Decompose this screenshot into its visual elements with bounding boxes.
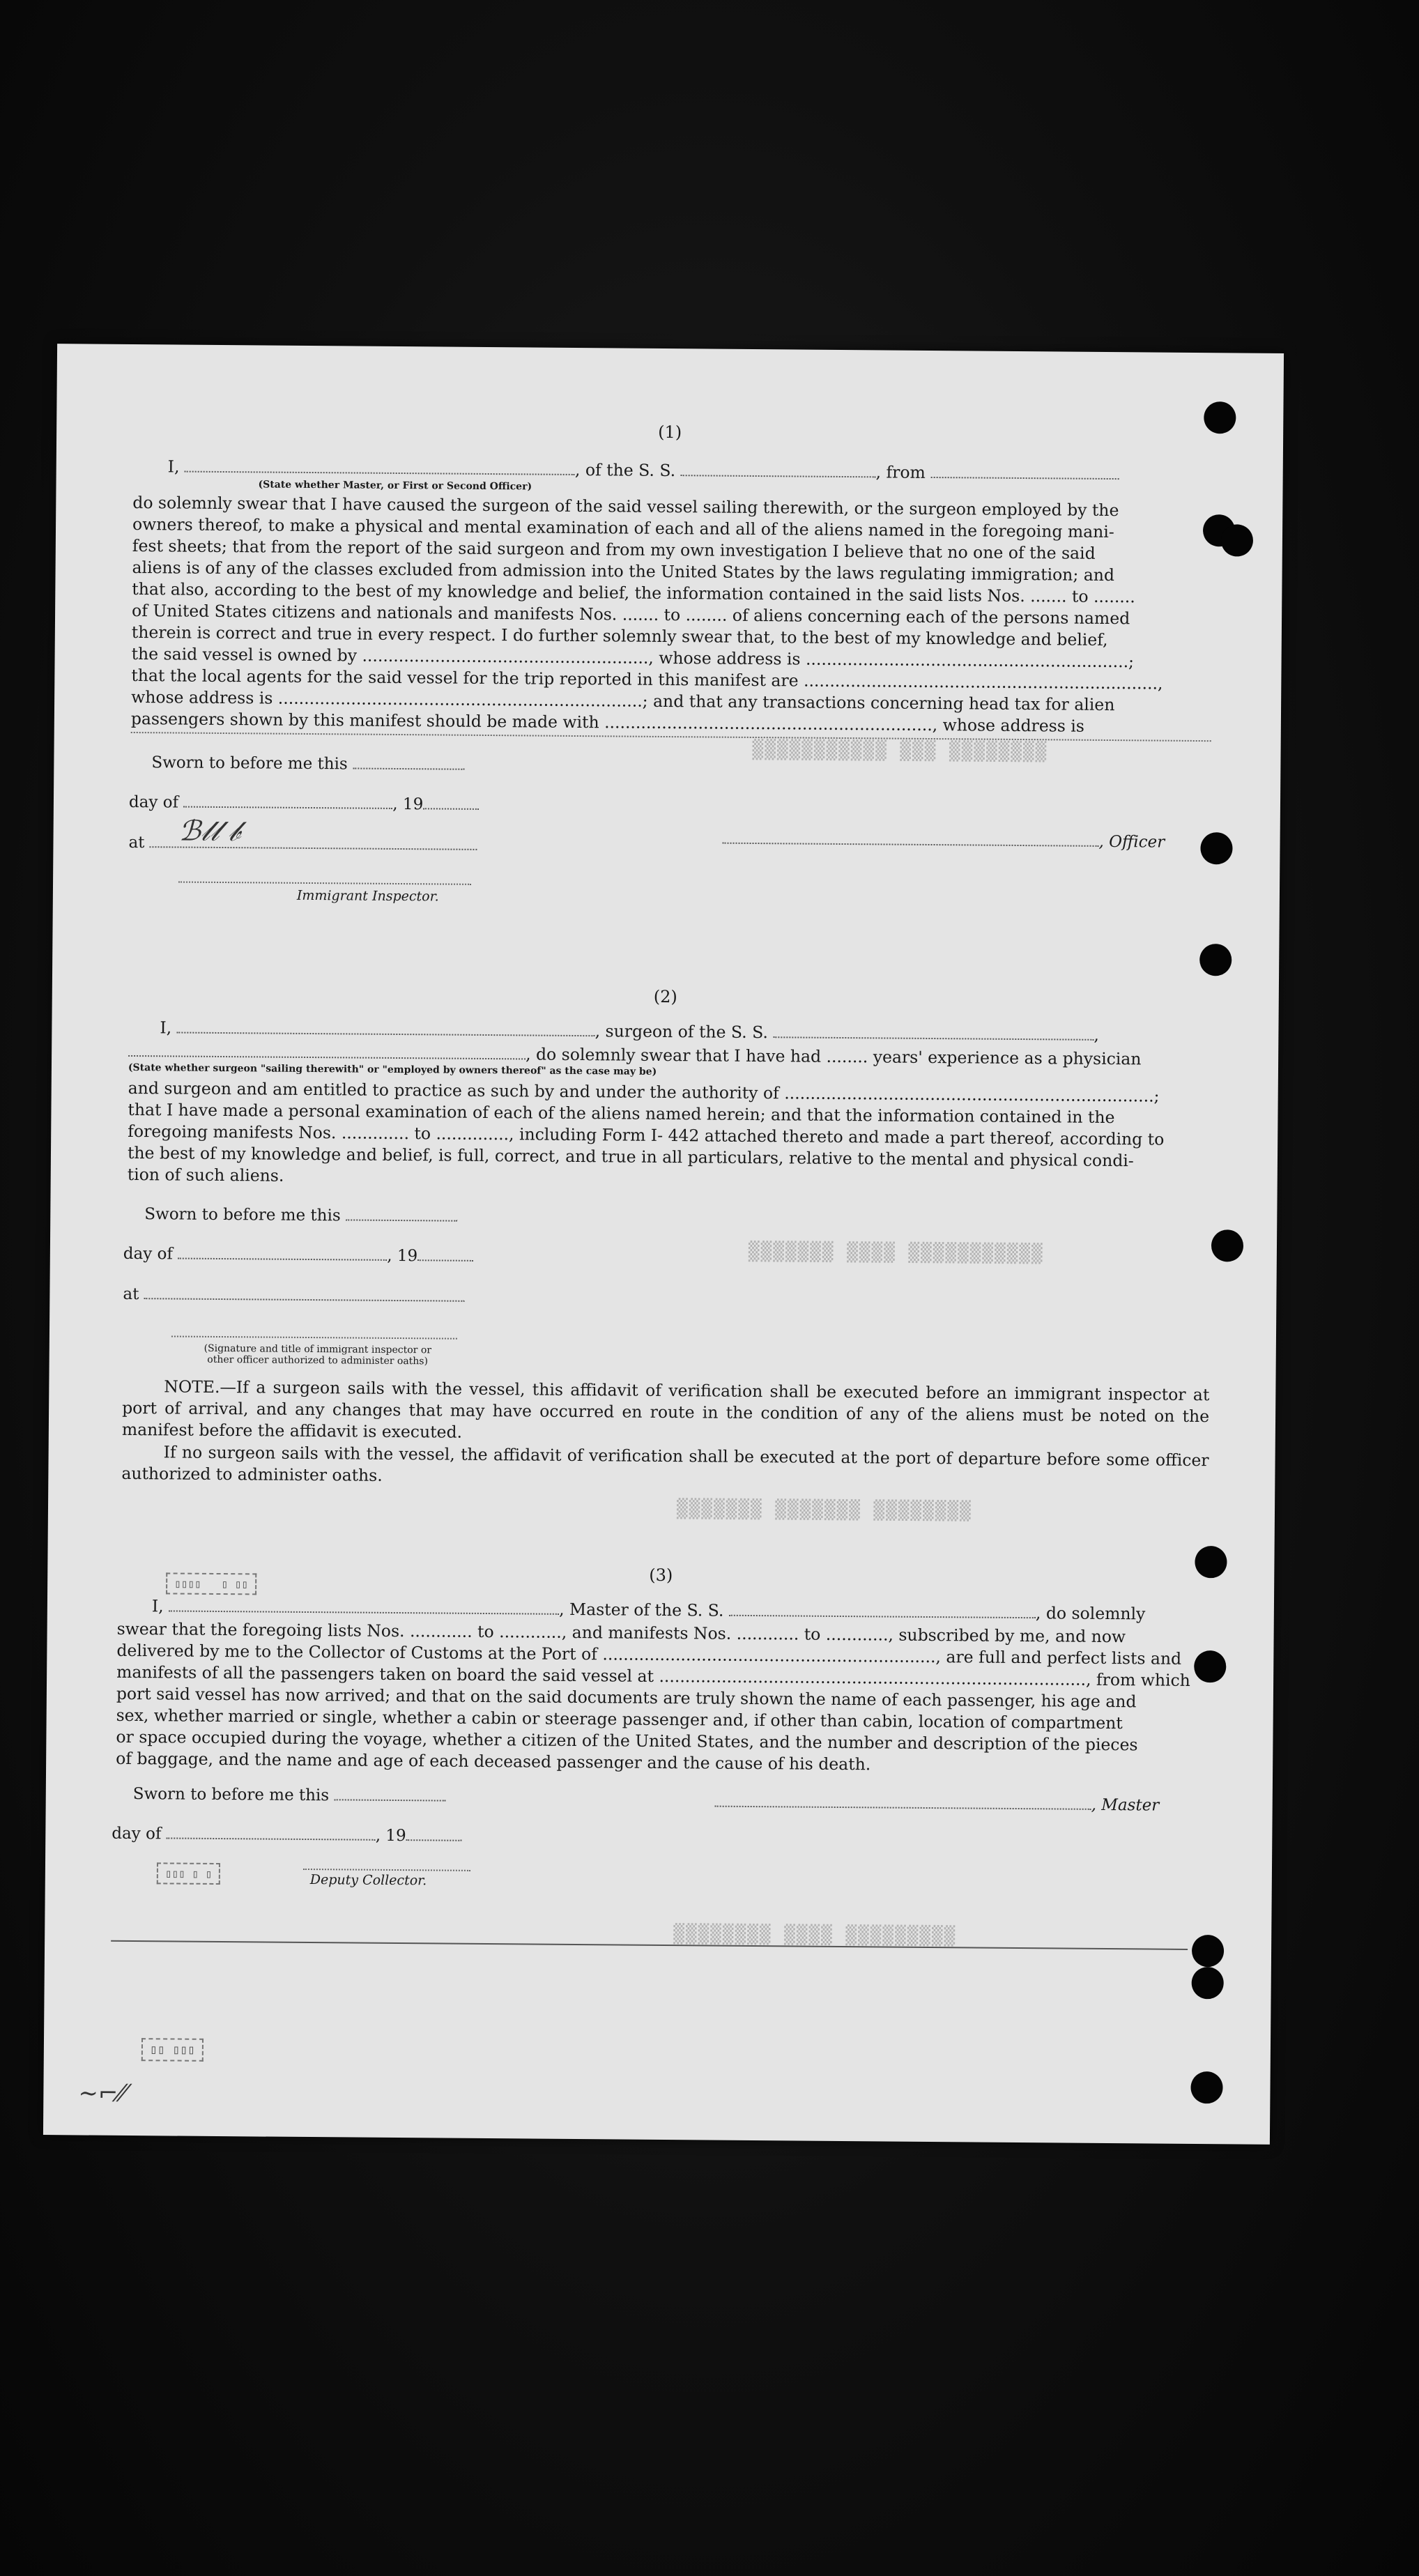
section-2-oath-line: I, , surgeon of the S. S. , [160, 1018, 1099, 1045]
day-of-line: day of , 19 [112, 1823, 462, 1846]
rubber-stamp: ▯▯ ▯▯▯ [141, 2038, 204, 2062]
bleed-through-text: ▒▒▒▒▒▒▒▒ ▒▒▒ ▒▒▒▒▒▒▒▒▒▒▒ [751, 739, 1047, 763]
inspector-signature: ℬ⁠𝓁𝓁 𝒷 [178, 815, 240, 848]
at-line: at [128, 832, 477, 854]
signature-line [178, 882, 471, 885]
section-2-body: and surgeon and am entitled to practice as such by and under the authority of .......................................................................; that I have made a personal examination of each of the aliens named herein; and that the information contained in the foregoing manifests Nos. ............. to .............., including Form I- 442 attached thereto and made a part thereof, according to the best of my knowledge and belief, is full, correct, and true in all particulars, relative to the mental and physical condi- tion of such aliens. [127, 1078, 1165, 1186]
immigrant-inspector-label: Immigrant Inspector. [296, 887, 439, 905]
rubber-stamp: ▯▯▯▯ ▯ ▯▯ [166, 1572, 256, 1595]
section-2-surgeon-note: (State whether surgeon "sailing therewith" or "employed by owners thereof" as the case may be) [128, 1061, 657, 1078]
punch-hole [1192, 1935, 1224, 1967]
day-of-line: day of , 19 [129, 792, 480, 814]
document-page [43, 344, 1284, 2145]
note-paragraph-2: If no surgeon sails with the vessel, the affidavit of verification shall be executed at the port of departure before some officer authorized to administer oaths. [121, 1442, 1209, 1485]
note-paragraph-1: NOTE.—If a surgeon sails with the vessel, this affidavit of verification shall be executed before an immigrant inspector at port of arrival, and any changes that may have occurred en route in the condition of any of the aliens must be noted on the manifest before the affidavit is executed. [121, 1377, 1210, 1442]
master-line: , Master [715, 1792, 1160, 1815]
section-1-oath-line: I, , of the S. S. , from [168, 456, 1213, 486]
section-1-body: do solemnly swear that I have caused the surgeon of the said vessel sailing therewith, or the surgeon employed by the owners thereof, to make a physical and mental examination of each and all of the aliens named in the foregoing mani- fest sheets; that from the report of the said surgeon and from my own investigation I believe that no one of the said aliens is of any of the classes excluded from admission into the United States by the laws regulating immigration; and that also, according to the best of my knowledge and belief, the information contained in the said lists Nos. ....... to ........ of United States citizens and nationals and manifests Nos. ....... to ........ of aliens concerning each of the persons named therein is correct and true in every respect. I do further solemnly swear that, to the best of my knowledge and belief, the said vessel is owned by ......................................................., whose address is ..............................................................; that the local agents for the said vessel for the trip reported in this manifest are ...................................................................., whose address is ......................................................................; and that any transactions concerning head tax for alien passengers shown by this manifest should be made with ..............................................................., whose address is [130, 492, 1163, 736]
section-3-number: (3) [649, 1565, 673, 1586]
punch-hole [1200, 832, 1232, 864]
section-3-body: swear that the foregoing lists Nos. ............ to ............, and manifests Nos. ............ to ............, subscribed by me, and now delivered by me to the Collector of Customs at the Port of ................................................................, are full and perfect lists and manifests of all the passengers taken on board the said vessel at .................................................................................., from which port said vessel has now arrived; and that on the said documents are truly shown the name of each passenger, his age and sex, whether married or single, whether a cabin or steerage passenger and, if other than cabin, location of compartment or space occupied during the voyage, whether a citizen of the United States, and the number and description of the pieces of baggage, and the name and age of each deceased passenger and the cause of his death. [116, 1618, 1190, 1774]
signature-line [303, 1869, 470, 1871]
punch-hole [1221, 524, 1253, 556]
deputy-collector-label: Deputy Collector. [309, 1872, 427, 1889]
bleed-through-text: ▒▒▒▒▒▒▒▒▒▒▒ ▒▒▒▒ ▒▒▒▒▒▒▒ [746, 1241, 1043, 1265]
section-1-number: (1) [658, 422, 682, 443]
officer-line: , Officer [722, 829, 1165, 852]
punch-hole [1211, 1229, 1243, 1262]
section-3-oath-line: I, , Master of the S. S. , do solemnly [151, 1596, 1146, 1624]
handwritten-mark: ∼⌐⁄⁄ [78, 2079, 126, 2108]
section-1-officer-note: (State whether Master, or First or Second Officer) [258, 479, 532, 493]
signature-title-note: (Signature and title of immigrant inspector or other officer authorized to administer oaths) [204, 1342, 432, 1367]
punch-hole [1192, 1967, 1224, 1999]
punch-hole [1190, 2071, 1222, 2103]
bleed-through-text: ▒▒▒▒▒▒▒▒▒ ▒▒▒▒ ▒▒▒▒▒▒▒▒ [672, 1924, 956, 1947]
day-of-line: day of , 19 [123, 1243, 474, 1266]
sworn-line: Sworn to before me this [151, 752, 464, 774]
sworn-line: Sworn to before me this [133, 1784, 446, 1806]
at-line: at [123, 1284, 464, 1306]
punch-hole [1199, 944, 1232, 976]
sworn-line: Sworn to before me this [144, 1204, 457, 1226]
section-2-experience-line: , do solemnly swear that I have had ........ years' experience as a physician [128, 1041, 1215, 1069]
signature-line [171, 1335, 457, 1339]
rubber-stamp: ▯▯▯ ▯ ▯ [157, 1862, 221, 1885]
bleed-through-text: ▒▒▒▒▒▒▒▒ ▒▒▒▒▒▒▒ ▒▒▒▒▒▒▒ [675, 1498, 971, 1522]
bottom-rule [111, 1940, 1188, 1950]
section-2-number: (2) [653, 986, 677, 1007]
